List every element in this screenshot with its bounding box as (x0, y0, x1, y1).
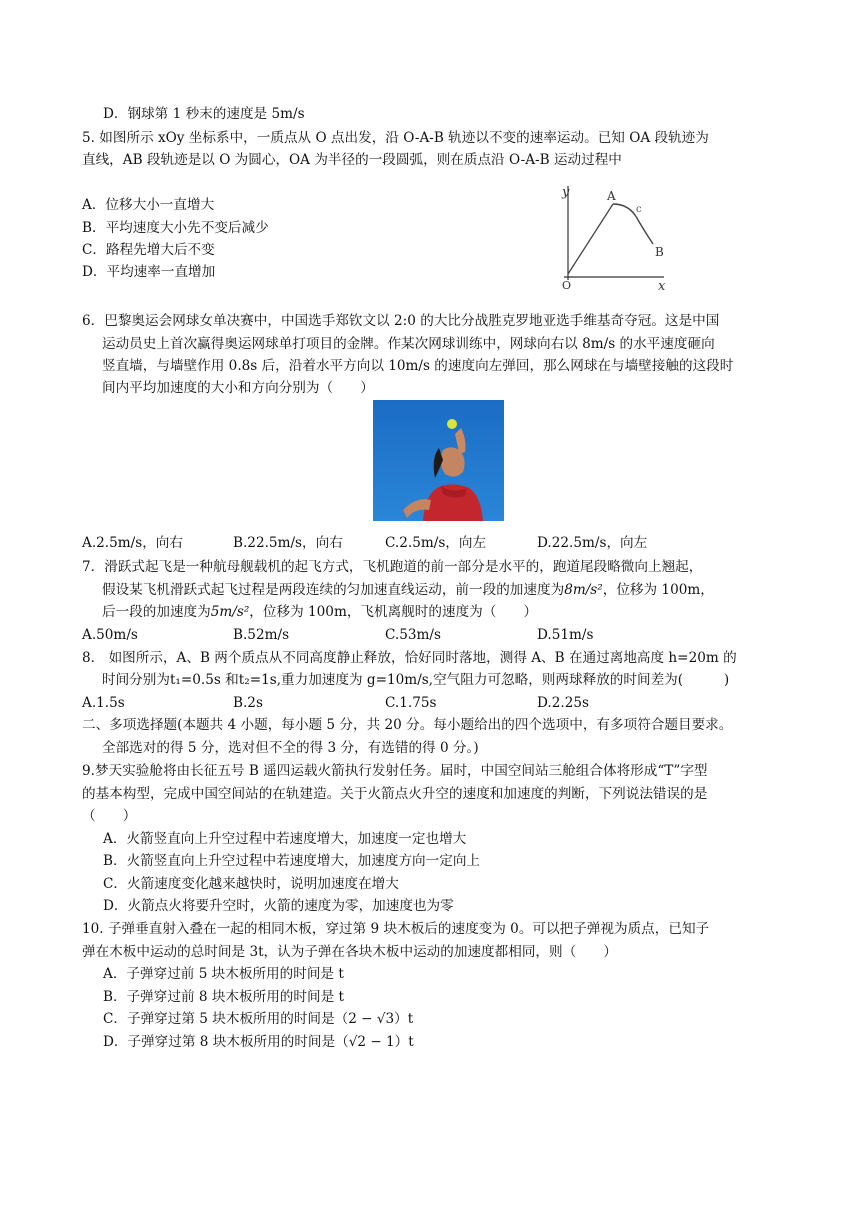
section2-heading-line1: 二、多项选择题(本题共 4 小题，每小题 5 分，共 20 分。每小题给出的四个选项中，有多项符合题目要求。 (82, 717, 733, 733)
q7-accel2: 5m/s² (210, 604, 250, 620)
tennis-ball-icon (447, 419, 457, 429)
q7-stem-line1: 7．滑跃式起飞是一种航母舰载机的起飞方式，飞机跑道的前一部分是水平的，跑道尾段略微向上翘起， (82, 559, 703, 575)
q7-stem-line3-text: 后一段的加速度为 (102, 604, 211, 620)
arc-mark: c (636, 204, 642, 215)
q6-stem-line2: 运动员史上首次赢得奥运网球单打项目的金牌。作某次网球训练中，网球向右以 8m/s 的水平速度砸向 (102, 336, 715, 352)
q6-option-d: D.22.5m/s，向左 (537, 535, 648, 551)
point-b-label: B (655, 245, 664, 259)
q7-stem-line2-text: 假设某飞机滑跃式起飞过程是两段连续的匀加速直线运动，前一段的加速度为 (102, 582, 565, 598)
q7-stem-line3-tail: ，位移为 100m，飞机离舰时的速度为（ ） (249, 604, 538, 620)
q10-option-b: B．子弹穿过前 8 块木板所用的时间是 t (103, 989, 344, 1005)
q8-stem-line2: 时间分别为t₁=0.5s 和t₂=1s,重力加速度为 g=10m/s,空气阻力可忽略，则两球释放的时间差为( ) (102, 672, 730, 688)
q9-stem-line2: 的基本构型，完成中国空间站的在轨建造。关于火箭点火升空的速度和加速度的判断，下列说法错误的是 (82, 786, 708, 802)
q8-option-b: B.2s (233, 695, 263, 711)
q7-option-b: B.52m/s (233, 627, 290, 643)
q9-option-b: B．火箭竖直向上升空过程中若速度增大，加速度方向一定向上 (103, 853, 481, 869)
q6-stem-line1: 6．巴黎奥运会网球女单决赛中，中国选手郑钦文以 2:0 的大比分战胜克罗地亚选手维基奇夺冠。这是中国 (82, 313, 720, 329)
q5-option-c: C．路程先增大后不变 (82, 242, 215, 258)
q8-option-a: A.1.5s (82, 695, 125, 711)
q5-option-d: D．平均速率一直增加 (82, 264, 216, 280)
q6-option-a: A.2.5m/s，向右 (82, 535, 183, 551)
q9-option-c: C．火箭速度变化越来越快时，说明加速度在增大 (103, 876, 399, 892)
q10-option-d: D．子弹穿过第 8 块木板所用的时间是（√2 − 1）t (103, 1034, 414, 1050)
q6-option-c: C.2.5m/s，向左 (385, 535, 487, 551)
q6-stem-line3: 竖直墙，与墙壁作用 0.8s 后，沿着水平方向以 10m/s 的速度向左弹回，那么网球在与墙壁接触的这段时 (102, 358, 734, 374)
q10-option-c: C．子弹穿过第 5 块木板所用的时间是（2 − √3）t (103, 1011, 414, 1027)
q7-stem-line3 (102, 602, 537, 622)
q5-stem-line1: 5. 如图所示 xOy 坐标系中，一质点从 O 点出发，沿 O-A-B 轨迹以不变的速率运动。已知 OA 段轨迹为 (82, 130, 709, 146)
origin-label: O (562, 279, 572, 291)
q4-option-d: D．钢球第 1 秒末的速度是 5m/s (103, 106, 305, 122)
q10-stem-line1: 10. 子弹垂直射入叠在一起的相同木板，穿过第 9 块木板后的速度变为 0。可以把子弹视为质点，已知子 (82, 921, 710, 937)
q8-option-d: D.2.25s (537, 695, 589, 711)
q7-option-d: D.51m/s (537, 627, 594, 643)
q7-stem-line2 (102, 580, 714, 600)
q9-stem-line3: （ ） (82, 808, 137, 824)
q7-stem-line2-tail: ，位移为 100m， (602, 582, 714, 598)
q9-option-d: D．火箭点火将要升空时，火箭的速度为零，加速度也为零 (103, 898, 454, 914)
q5-trajectory-figure (552, 176, 682, 291)
q5-stem-line2: 直线，AB 段轨迹是以 O 为圆心，OA 为半径的一段圆弧，则在质点沿 O-A-B 运动过程中 (82, 152, 622, 168)
q8-stem-line1: 8． 如图所示，A、B 两个质点从不同高度静止释放，恰好同时落地，测得 A、B 在通过离地高度 h=20m 的 (82, 650, 737, 666)
q7-accel1: 8m/s² (564, 582, 603, 598)
q10-stem-line2: 弹在木板中运动的总时间是 3t，认为子弹在各块木板中运动的加速度都相同，则（ ） (82, 944, 617, 960)
q6-option-b: B.22.5m/s，向右 (233, 535, 343, 551)
section2-heading-line2: 全部选对的得 5 分，选对但不全的得 3 分，有选错的得 0 分。) (102, 740, 479, 756)
x-axis-label: x (658, 279, 666, 291)
point-a-label: A (607, 189, 616, 203)
q9-option-a: A．火箭竖直向上升空过程中若速度增大，加速度一定也增大 (103, 831, 467, 847)
q7-option-a: A.50m/s (82, 627, 138, 643)
q9-stem-line1: 9.梦天实验舱将由长征五号 B 遥四运载火箭执行发射任务。届时，中国空间站三舱组合体将形成“T”字型 (82, 763, 708, 779)
q5-option-b: B．平均速度大小先不变后减少 (82, 220, 269, 236)
q7-option-c: C.53m/s (385, 627, 441, 643)
q6-stem-line4: 间内平均加速度的大小和方向分别为（ ） (102, 380, 374, 396)
q5-option-a: A．位移大小一直增大 (82, 197, 215, 213)
y-axis-label: y (562, 185, 570, 200)
q10-option-a: A．子弹穿过前 5 块木板所用的时间是 t (103, 966, 344, 982)
q8-option-c: C.1.75s (385, 695, 437, 711)
tennis-player-photo (373, 400, 504, 521)
